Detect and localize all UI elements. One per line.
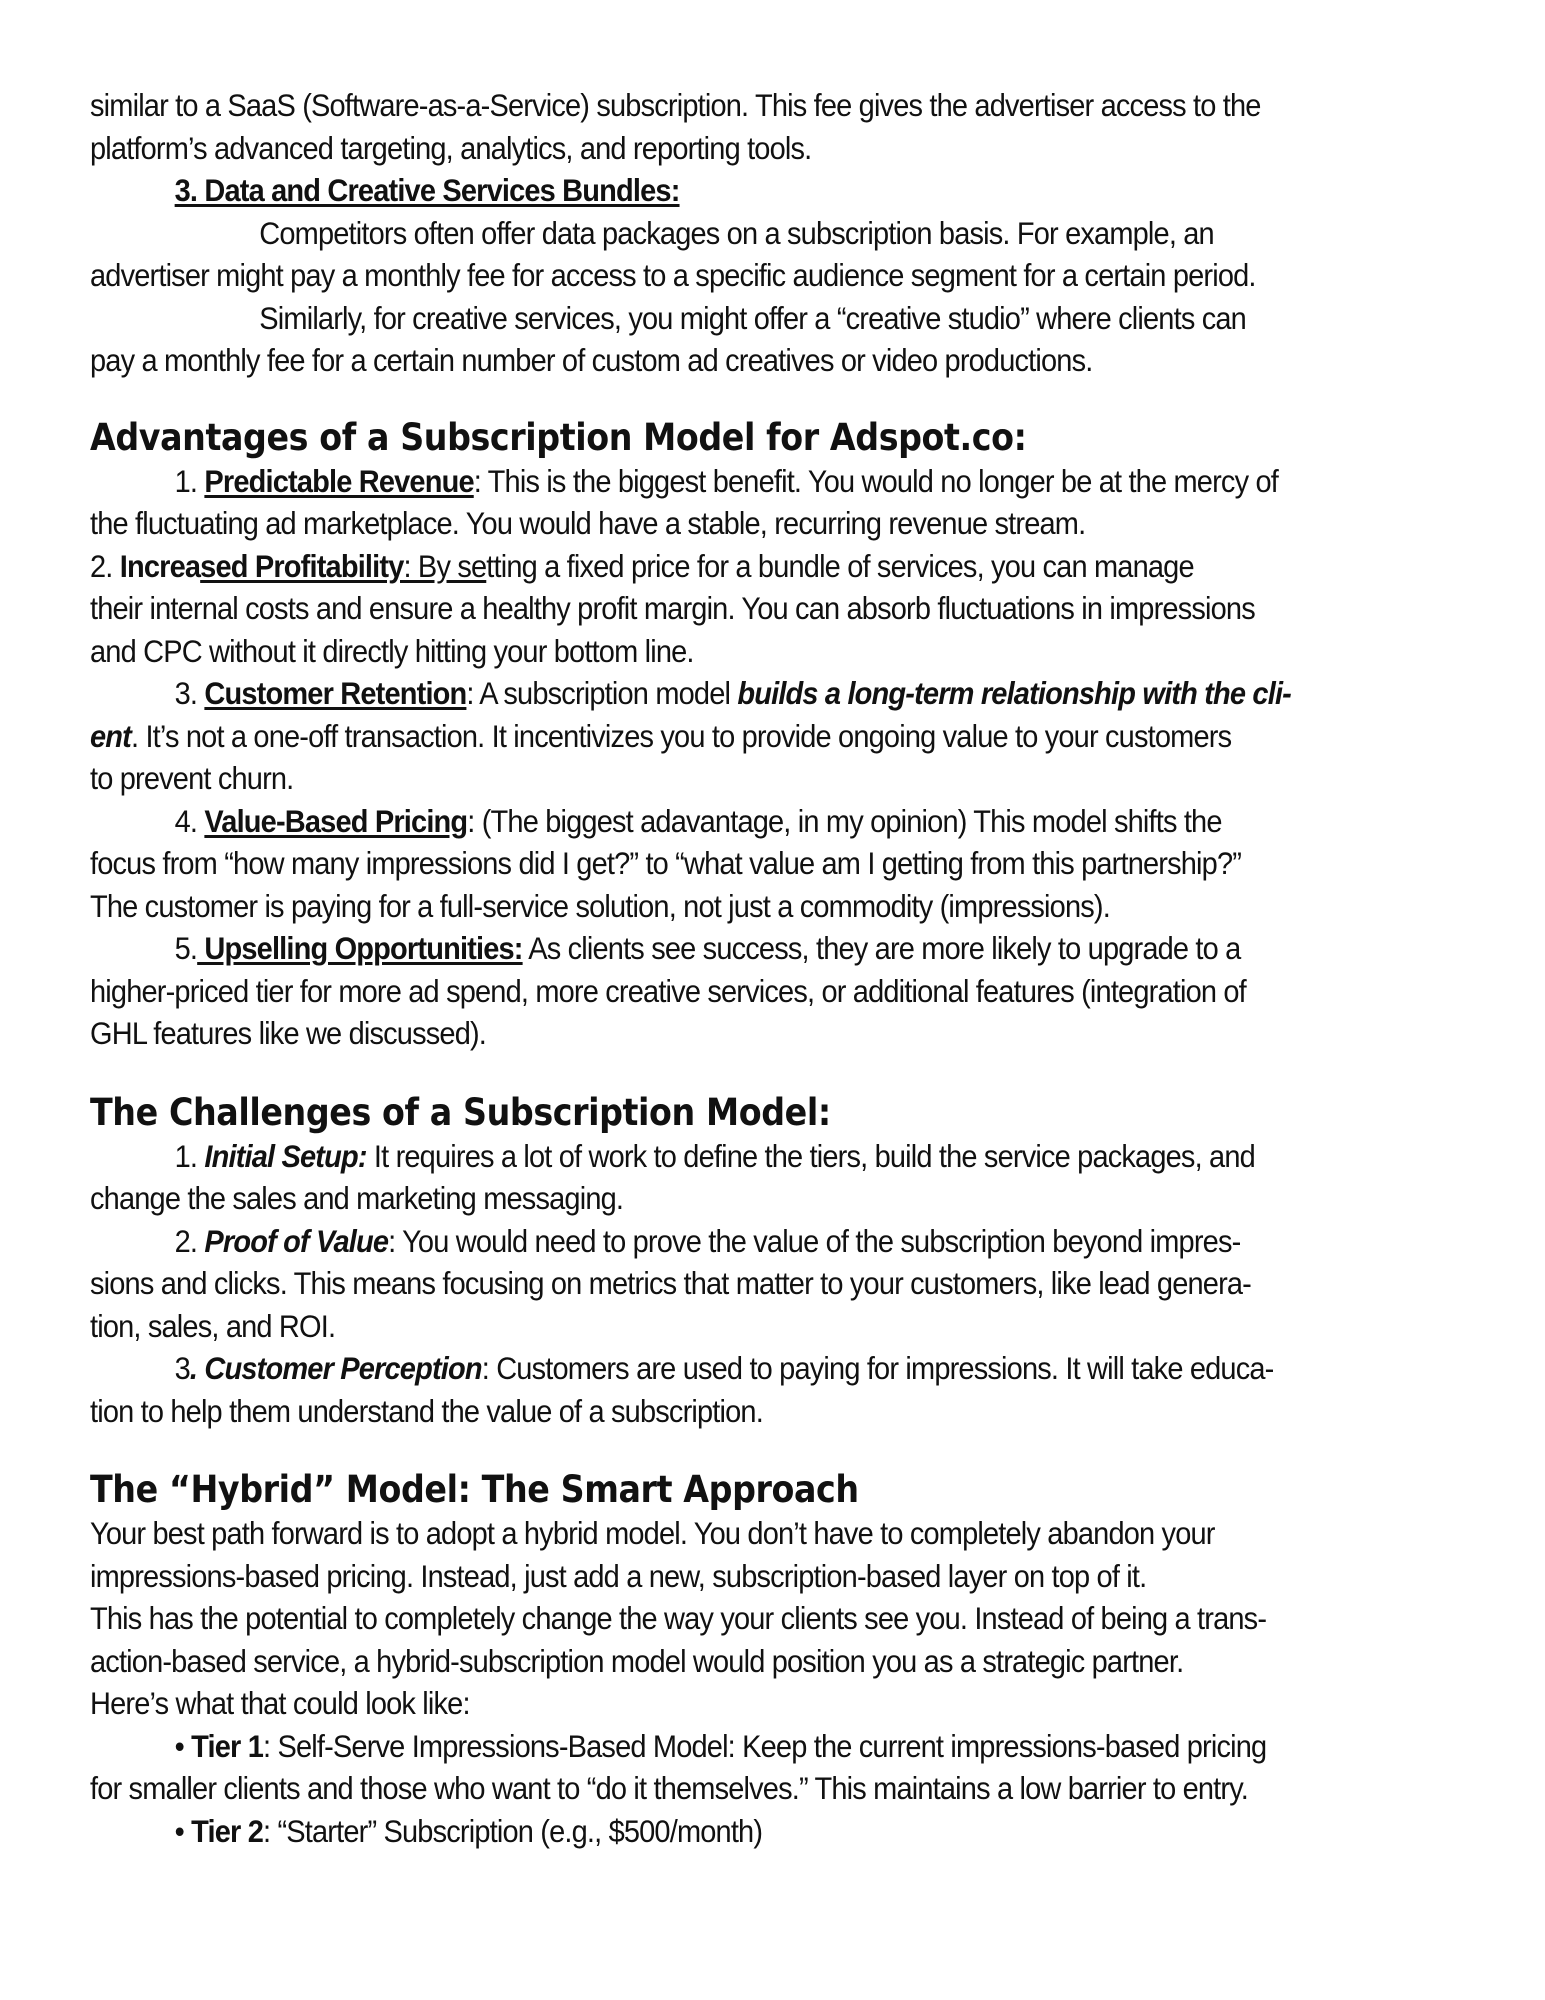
body-line: platform’s advanced targeting, analytics, and reporting tools. [90, 129, 812, 166]
body-line: sions and clicks. This means focusing on metrics that matter to your customers, like lead genera- [90, 1265, 1252, 1301]
advantage-item-3: 3. Customer Retention: A subscription model builds a long-term relationship with the cli- [174, 675, 1292, 711]
body-line: impressions-based pricing. Instead, just add a new, subscription-based layer on top of it. [90, 1557, 1147, 1594]
body-line: to prevent churn. [90, 760, 294, 796]
challenge-item-2: 2. Proof of Value: You would need to prove the value of the subscription beyond impres- [174, 1222, 1241, 1259]
section-heading-challenges: The Challenges of a Subscription Model: [90, 1090, 831, 1134]
body-line: Similarly, for creative services, you might offer a “creative studio” where clients can [259, 299, 1246, 336]
advantage-item-4: 4. Value-Based Pricing: (The biggest adavantage, in my opinion) This model shifts the [174, 802, 1222, 839]
body-line: tion to help them understand the value of a subscription. [90, 1392, 763, 1429]
body-line: for smaller clients and those who want to “do it themselves.” This maintains a low barrier to entry. [90, 1770, 1248, 1806]
body-line: focus from “how many impressions did I get?” to “what value am I getting from this partnership?” [90, 845, 1242, 881]
body-line: ent. It’s not a one-off transaction. It incentivizes you to provide ongoing value to your customers [90, 717, 1232, 754]
section-heading-hybrid: The “Hybrid” Model: The Smart Approach [90, 1468, 859, 1511]
body-line: advertiser might pay a monthly fee for access to a specific audience segment for a certain period. [90, 257, 1256, 293]
body-line: change the sales and marketing messaging. [90, 1180, 624, 1216]
advantage-item-2: 2. Increased Profitability: By setting a fixed price for a bundle of services, you can manage [90, 547, 1194, 584]
body-line: their internal costs and ensure a healthy profit margin. You can absorb fluctuations in impressions [90, 590, 1255, 626]
body-line: GHL features like we discussed). [90, 1015, 487, 1051]
advantage-item-1: 1. Predictable Revenue: This is the biggest benefit. You would no longer be at the mercy of [174, 462, 1278, 499]
advantage-item-5: 5. Upselling Opportunities: As clients see success, they are more likely to upgrade to a [174, 930, 1241, 966]
body-line: This has the potential to completely change the way your clients see you. Instead of being a trans- [90, 1600, 1267, 1636]
body-line: The customer is paying for a full-service solution, not just a commodity (impressions). [90, 887, 1110, 924]
subheading-data-creative-bundles: 3. Data and Creative Services Bundles: [174, 172, 680, 208]
tier-item-1: • Tier 1: Self-Serve Impressions-Based Model: Keep the current impressions-based pricing [174, 1727, 1267, 1764]
body-line: the fluctuating ad marketplace. You would have a stable, recurring revenue stream. [90, 505, 1086, 541]
body-line: Here’s what that could look like: [90, 1685, 470, 1721]
tier-item-2: • Tier 2: “Starter” Subscription (e.g., $500/month) [174, 1812, 763, 1849]
body-line: action-based service, a hybrid-subscription model would position you as a strategic partner. [90, 1642, 1184, 1679]
section-heading-advantages: Advantages of a Subscription Model for Adspot.co: [90, 415, 1027, 459]
body-line: and CPC without it directly hitting your bottom line. [90, 632, 694, 669]
body-line: tion, sales, and ROI. [90, 1307, 336, 1344]
body-line: pay a monthly fee for a certain number of custom ad creatives or video productions. [90, 342, 1093, 378]
challenge-item-3: 3. Customer Perception: Customers are used to paying for impressions. It will take educa- [174, 1350, 1274, 1386]
body-line: higher-priced tier for more ad spend, more creative services, or additional features (integration of [90, 972, 1246, 1009]
body-line: Competitors often offer data packages on a subscription basis. For example, an [259, 214, 1214, 251]
body-line: similar to a SaaS (Software-as-a-Service) subscription. This fee gives the advertiser access to the [90, 87, 1261, 123]
challenge-item-1: 1. Initial Setup: It requires a lot of work to define the tiers, build the service packages, and [174, 1137, 1255, 1174]
body-line: Your best path forward is to adopt a hybrid model. You don’t have to completely abandon your [90, 1515, 1215, 1551]
